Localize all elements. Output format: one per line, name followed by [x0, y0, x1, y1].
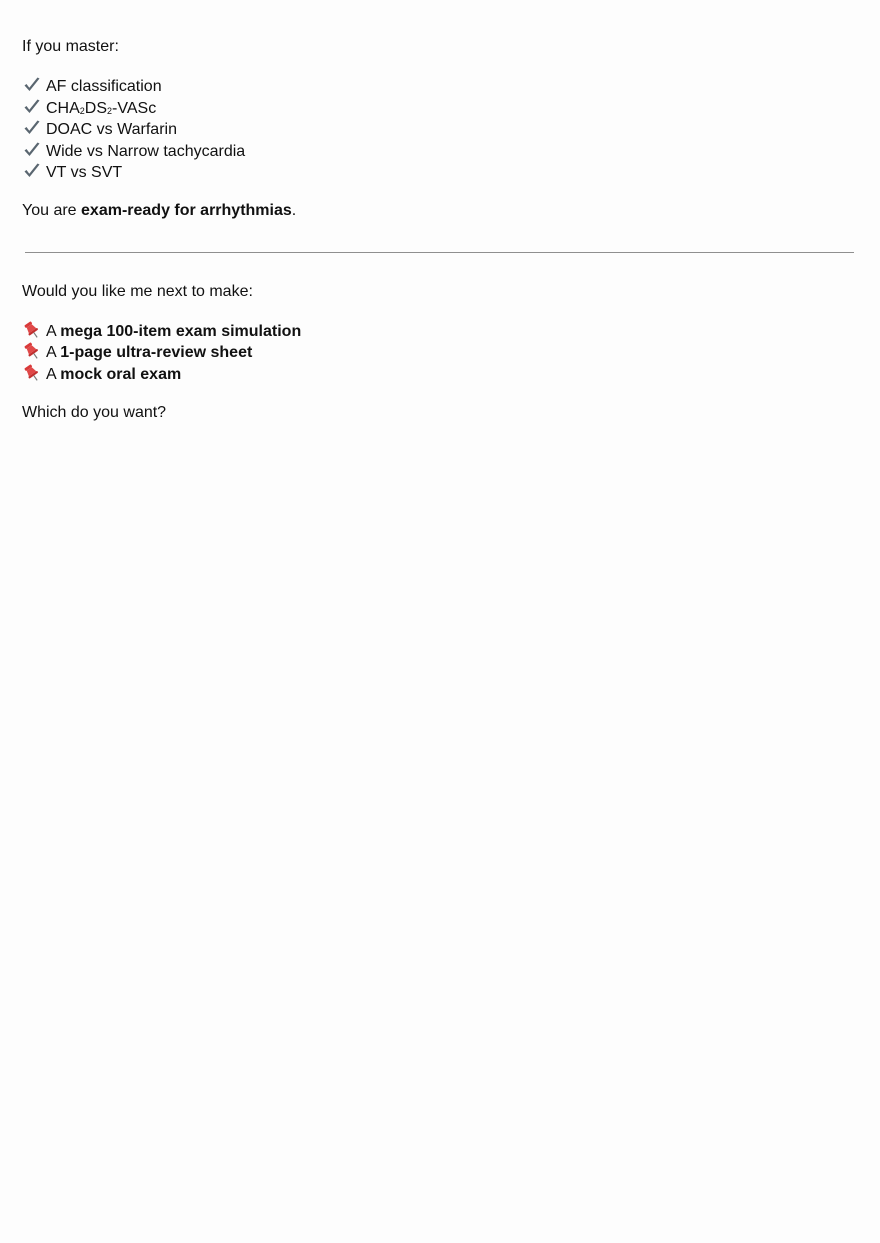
- check-mark-icon: [22, 118, 42, 138]
- option-label: 1-page ultra-review sheet: [60, 344, 253, 361]
- checklist-item: [22, 97, 858, 119]
- closing-question: Which do you want?: [22, 403, 167, 421]
- checklist-item-label: Wide vs Narrow tachycardia: [46, 142, 246, 160]
- pushpin-icon: [22, 341, 42, 361]
- checklist-item-label: DOAC vs Warfarin: [46, 121, 177, 138]
- checklist-item-label: VT vs SVT: [46, 164, 123, 181]
- options-list: [22, 320, 858, 385]
- checklist-item: [22, 75, 858, 97]
- checklist-item: [22, 140, 858, 162]
- intro-text: If you master:: [22, 38, 119, 55]
- option-item: A mega 100-item exam simulation: [22, 320, 858, 342]
- check-mark-icon: [22, 161, 42, 181]
- check-mark-icon: [22, 97, 42, 117]
- checklist-item: [22, 118, 858, 140]
- message-body: [22, 36, 858, 423]
- check-mark-icon: [22, 140, 42, 160]
- check-mark-icon: [22, 75, 42, 95]
- summary-text: You are exam-ready for arrhythmias.: [22, 202, 297, 219]
- checklist: [22, 75, 858, 183]
- checklist-item-label: AF classification: [46, 78, 162, 95]
- checklist-item-label: $CHA_2DS_2$-VASc: [46, 99, 157, 117]
- option-label: mock oral exam: [60, 365, 182, 383]
- option-item: A mock oral exam: [22, 363, 858, 385]
- option-label: mega 100-item exam simulation: [60, 322, 302, 340]
- question-text: Would you like me next to make:: [22, 282, 253, 300]
- option-item: A 1-page ultra-review sheet: [22, 341, 858, 363]
- pushpin-icon: [22, 363, 42, 383]
- pushpin-icon: [22, 320, 42, 340]
- checklist-item: [22, 161, 858, 183]
